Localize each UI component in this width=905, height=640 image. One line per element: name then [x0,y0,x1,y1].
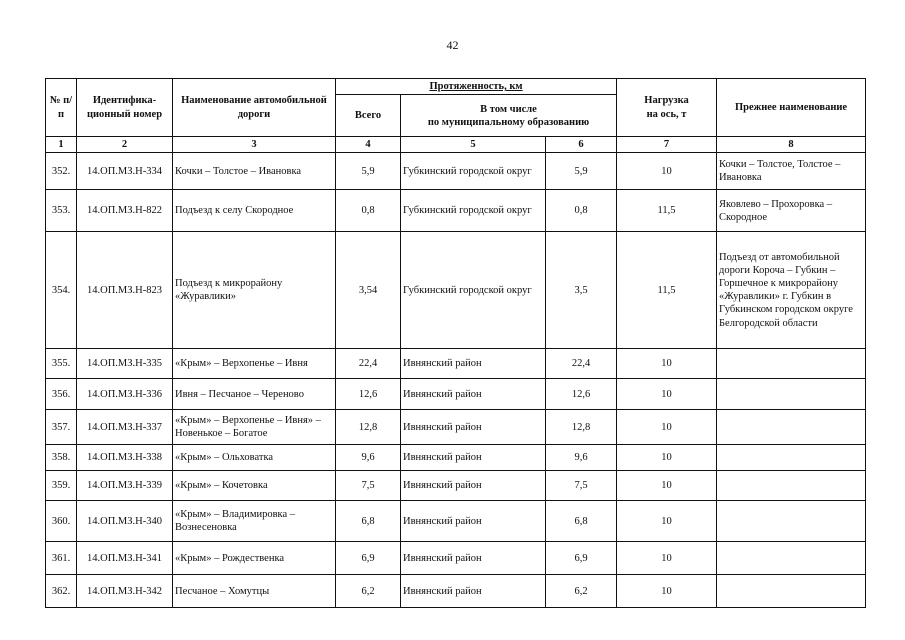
road-name: Подъезд к селу Скородное [173,190,336,232]
table-row [46,501,866,542]
table-row [46,153,866,190]
municipality-length: 22,4 [546,349,617,379]
row-number: 358. [46,445,77,471]
former-name: Кочки – Толстое, Толстое – Ивановка [717,153,866,190]
former-name [717,542,866,575]
municipality-length: 6,9 [546,542,617,575]
table-row [46,410,866,445]
road-name: «Крым» – Кочетовка [173,471,336,501]
road-id: 14.ОП.МЗ.Н-341 [77,542,173,575]
col-number: 5 [401,137,546,153]
municipality-length: 5,9 [546,153,617,190]
length-total: 22,4 [336,349,401,379]
header-load-line2: на ось, т [646,108,687,120]
road-name: Ивня – Песчаное – Череново [173,379,336,410]
length-total: 9,6 [336,445,401,471]
table-row [46,542,866,575]
municipality: Ивнянский район [401,542,546,575]
col-number: 2 [77,137,173,153]
former-name: Яковлево – Прохоровка – Скородное [717,190,866,232]
length-total: 3,54 [336,232,401,349]
header-incl [401,95,617,137]
length-total: 6,8 [336,501,401,542]
road-id: 14.ОП.МЗ.Н-342 [77,575,173,608]
header-row [46,79,866,95]
header-incl-line2: по муниципальному образованию [427,116,590,128]
roads-table [45,78,866,608]
road-id: 14.ОП.МЗ.Н-334 [77,153,173,190]
former-name [717,575,866,608]
municipality: Губкинский городской округ [401,190,546,232]
road-name: Подъезд к микрорайону «Журавлики» [173,232,336,349]
table-row [46,445,866,471]
header-incl-line1: В том числе [480,103,537,115]
road-id: 14.ОП.МЗ.Н-336 [77,379,173,410]
col-number: 1 [46,137,77,153]
col-number: 7 [617,137,717,153]
col-number: 6 [546,137,617,153]
row-number: 357. [46,410,77,445]
former-name [717,349,866,379]
header-load [617,79,717,137]
axle-load: 11,5 [617,232,717,349]
municipality-length: 7,5 [546,471,617,501]
header-length-group: Протяженность, км [336,79,617,95]
municipality-length: 6,8 [546,501,617,542]
row-number: 359. [46,471,77,501]
length-total: 6,2 [336,575,401,608]
former-name [717,445,866,471]
table-row [46,232,866,349]
municipality: Ивнянский район [401,410,546,445]
municipality: Ивнянский район [401,445,546,471]
table-row [46,190,866,232]
former-name [717,471,866,501]
municipality: Ивнянский район [401,379,546,410]
header-former: Прежнее наименование [717,79,866,137]
page-number: 42 [446,38,459,52]
row-number: 354. [46,232,77,349]
col-number: 4 [336,137,401,153]
table-row [46,575,866,608]
length-total: 0,8 [336,190,401,232]
row-number: 356. [46,379,77,410]
municipality-length: 0,8 [546,190,617,232]
municipality-length: 3,5 [546,232,617,349]
former-name [717,379,866,410]
municipality: Ивнянский район [401,471,546,501]
former-name [717,501,866,542]
road-name: «Крым» – Ольховатка [173,445,336,471]
road-name: «Крым» – Верхопенье – Ивня [173,349,336,379]
axle-load: 10 [617,445,717,471]
header-total: Всего [336,95,401,137]
header-name: Наименование автомобильной дороги [173,79,336,137]
municipality-length: 12,6 [546,379,617,410]
table-row [46,471,866,501]
axle-load: 10 [617,153,717,190]
row-number: 352. [46,153,77,190]
axle-load: 10 [617,379,717,410]
road-id: 14.ОП.МЗ.Н-338 [77,445,173,471]
axle-load: 10 [617,410,717,445]
length-total: 12,6 [336,379,401,410]
road-name: «Крым» – Верхопенье – Ивня» – Новенькое – Богатое [173,410,336,445]
municipality: Ивнянский район [401,575,546,608]
axle-load: 10 [617,575,717,608]
road-id: 14.ОП.МЗ.Н-340 [77,501,173,542]
road-name: Песчаное – Хомутцы [173,575,336,608]
length-total: 5,9 [336,153,401,190]
column-number-row [46,137,866,153]
row-number: 360. [46,501,77,542]
header-id: Идентифика-ционный номер [77,79,173,137]
road-name: Кочки – Толстое – Ивановка [173,153,336,190]
length-total: 12,8 [336,410,401,445]
road-id: 14.ОП.МЗ.Н-335 [77,349,173,379]
axle-load: 10 [617,349,717,379]
col-number: 8 [717,137,866,153]
length-total: 6,9 [336,542,401,575]
road-name: «Крым» – Владимировка – Вознесеновка [173,501,336,542]
former-name [717,410,866,445]
municipality-length: 12,8 [546,410,617,445]
municipality: Губкинский городской округ [401,232,546,349]
header-no: № п/п [46,79,77,137]
road-id: 14.ОП.МЗ.Н-339 [77,471,173,501]
municipality: Ивнянский район [401,349,546,379]
municipality-length: 6,2 [546,575,617,608]
road-id: 14.ОП.МЗ.Н-822 [77,190,173,232]
road-id: 14.ОП.МЗ.Н-337 [77,410,173,445]
row-number: 355. [46,349,77,379]
municipality-length: 9,6 [546,445,617,471]
road-name: «Крым» – Рождественка [173,542,336,575]
row-number: 353. [46,190,77,232]
header-load-line1: Нагрузка [644,95,689,107]
col-number: 3 [173,137,336,153]
axle-load: 10 [617,471,717,501]
length-total: 7,5 [336,471,401,501]
table-row [46,349,866,379]
municipality: Ивнянский район [401,501,546,542]
row-number: 362. [46,575,77,608]
municipality: Губкинский городской округ [401,153,546,190]
table-row [46,379,866,410]
axle-load: 11,5 [617,190,717,232]
axle-load: 10 [617,501,717,542]
row-number: 361. [46,542,77,575]
road-id: 14.ОП.МЗ.Н-823 [77,232,173,349]
axle-load: 10 [617,542,717,575]
former-name: Подъезд от автомобильной дороги Короча – Губкин – Горшечное к микрорайону «Журавлики» г. Губкин в Губкинском городском округе Белгородской области [717,232,866,349]
